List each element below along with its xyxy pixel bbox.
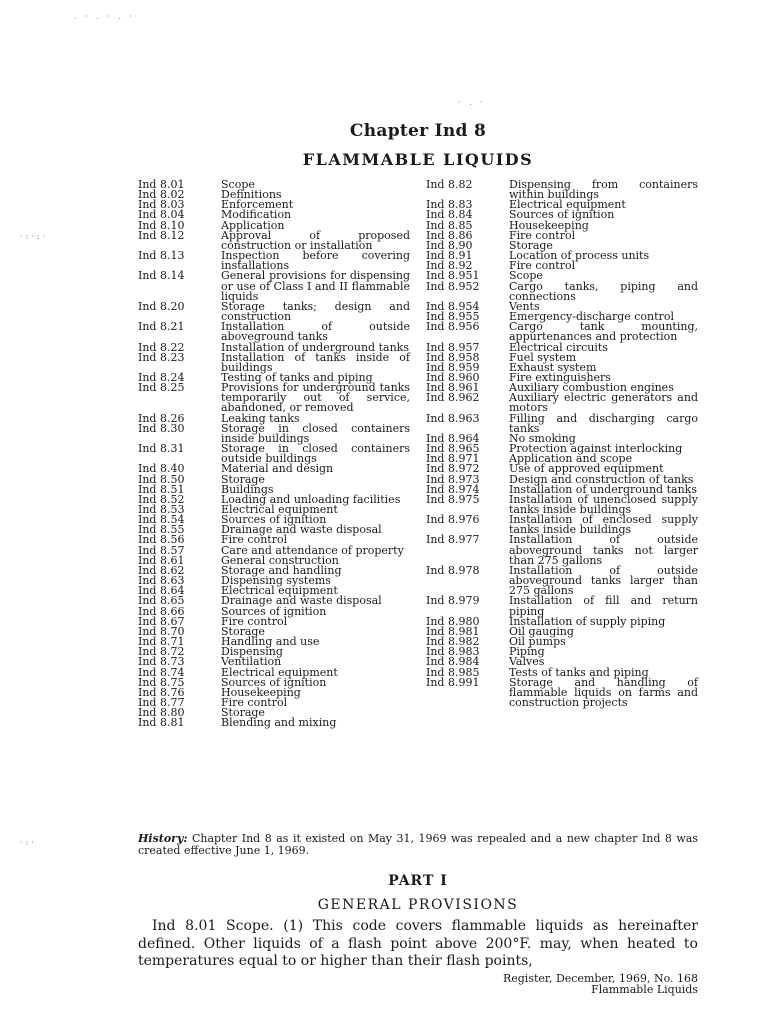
toc-entry-number: Ind 8.14	[138, 269, 185, 283]
toc-entry-number: Ind 8.985	[426, 665, 480, 679]
toc-entry-title: Fire control	[509, 228, 576, 242]
toc-entry-number: Ind 8.57	[138, 543, 185, 557]
toc-entry-number: Ind 8.991	[426, 675, 480, 689]
toc-entry-number: Ind 8.984	[426, 655, 480, 669]
toc-entry-number: Ind 8.962	[426, 391, 480, 405]
toc-entry	[426, 322, 698, 342]
toc-entry-title: Sources of ignition	[221, 513, 327, 527]
toc-entry-title: Storage in closed containers outside buildings	[221, 442, 410, 466]
toc-entry-number: Ind 8.25	[138, 381, 185, 395]
toc-entry-title: Installation of tanks inside of buildings	[221, 350, 410, 374]
toc-entry-number: Ind 8.92	[426, 259, 473, 273]
page-footer	[503, 973, 698, 995]
toc-entry-number: Ind 8.65	[138, 594, 185, 608]
toc-entry-title: Electrical circuits	[509, 340, 608, 354]
toc-entry-title: Enforcement	[221, 198, 294, 212]
toc-entry	[426, 515, 698, 535]
toc-entry-number: Ind 8.75	[138, 675, 185, 689]
toc-entry-title: Dispensing	[221, 645, 283, 659]
toc-entry-title: Leaking tanks	[221, 411, 300, 425]
toc-entry-title: General construction	[221, 553, 339, 567]
toc-entry-title: Use of approved equipment	[509, 462, 664, 476]
toc-entry-number: Ind 8.961	[426, 381, 480, 395]
toc-entry-number: Ind 8.63	[138, 574, 185, 588]
toc-entry-title: Sources of ignition	[509, 208, 615, 222]
history-text: Chapter Ind 8 as it existed on May 31, 1969 was repealed and a new chapter Ind 8 was created effective June 1, 1969.	[138, 832, 699, 857]
toc-entry-title: Fire control	[221, 533, 288, 547]
toc-entry-number: Ind 8.10	[138, 218, 185, 232]
toc-entry-number: Ind 8.20	[138, 299, 185, 313]
toc-entry-title: Storage	[221, 472, 265, 486]
toc-entry-number: Ind 8.01	[138, 178, 185, 191]
toc-entry-number: Ind 8.66	[138, 604, 185, 618]
toc-entry-number: Ind 8.952	[426, 279, 480, 293]
toc-entry	[138, 444, 410, 464]
toc-entry-title: Testing of tanks and piping	[221, 370, 373, 384]
toc-entry-title: Installation of outside aboveground tanks	[221, 320, 410, 344]
toc-entry-number: Ind 8.73	[138, 655, 185, 669]
toc-entry-number: Ind 8.973	[426, 472, 480, 486]
toc-entry-title: Inspection before covering installations	[221, 249, 410, 273]
toc-entry-number: Ind 8.62	[138, 563, 185, 577]
toc-entry-number: Ind 8.977	[426, 533, 480, 547]
toc-entry-title: Material and design	[221, 462, 334, 476]
history-label: History:	[138, 832, 188, 845]
toc-entry-title: Care and attendance of property	[221, 543, 404, 557]
toc-entry-number: Ind 8.81	[138, 716, 185, 730]
toc-entry	[426, 279, 698, 303]
toc-entry-number: Ind 8.80	[138, 706, 185, 720]
toc-entry	[138, 718, 410, 728]
toc-entry-title: Drainage and waste disposal	[221, 523, 382, 537]
footer-title: Flammable Liquids	[591, 983, 698, 996]
toc-entry-number: Ind 8.30	[138, 421, 185, 435]
toc-entry-number: Ind 8.957	[426, 340, 480, 354]
toc-right-column	[426, 180, 698, 708]
toc-entry-number: Ind 8.52	[138, 492, 185, 506]
toc-entry	[426, 393, 698, 413]
toc-entry-number: Ind 8.978	[426, 563, 480, 577]
toc-entry-title: Dispensing from containers within buildings	[509, 178, 698, 202]
toc-entry-title: Approval of proposed construction or installation	[221, 228, 410, 252]
toc-entry-number: Ind 8.23	[138, 350, 185, 364]
toc-entry-number: Ind 8.971	[426, 452, 480, 466]
toc-entry-number: Ind 8.21	[138, 320, 185, 334]
toc-entry-title: Ventilation	[221, 655, 282, 669]
chapter-heading: Chapter Ind 8	[349, 121, 487, 141]
toc-entry-number: Ind 8.72	[138, 645, 185, 659]
toc-entry-number: Ind 8.82	[426, 178, 473, 191]
part-heading: PART I	[388, 873, 448, 889]
toc-entry-number: Ind 8.26	[138, 411, 185, 425]
toc-entry-title: Storage and handling	[221, 563, 342, 577]
toc-entry	[138, 322, 410, 342]
toc-entry-title: Fuel system	[509, 350, 577, 364]
toc-entry-title: Installation of fill and return piping	[509, 594, 698, 618]
toc-entry-number: Ind 8.981	[426, 624, 480, 638]
toc-entry-number: Ind 8.64	[138, 584, 185, 598]
toc-entry	[138, 299, 410, 324]
toc-entry-title: Electrical equipment	[221, 584, 338, 598]
toc-entry-title: Installation of enclosed supply tanks inside buildings	[509, 513, 698, 537]
toc-entry-number: Ind 8.951	[426, 269, 480, 283]
toc-entry-number: Ind 8.54	[138, 513, 185, 527]
toc-entry-title: Scope	[509, 269, 543, 283]
toc-entry-number: Ind 8.90	[426, 238, 473, 252]
toc-entry-title: Electrical equipment	[509, 198, 626, 212]
scan-speckle: ·:·	[20, 838, 37, 847]
scan-speckle: · . ·	[458, 98, 486, 107]
toc-entry-number: Ind 8.963	[426, 411, 480, 425]
toc-entry-number: Ind 8.965	[426, 442, 480, 456]
toc-entry-number: Ind 8.53	[138, 503, 185, 516]
toc-entry-number: Ind 8.50	[138, 472, 185, 486]
toc-entry-title: Fire control	[221, 614, 288, 628]
scan-speckle: . · . · . ·	[74, 12, 135, 21]
toc-entry-title: Auxiliary combustion engines	[509, 381, 674, 395]
toc-entry-title: Fire extinguishers	[509, 370, 611, 384]
section-heading: GENERAL PROVISIONS	[317, 897, 519, 913]
toc-entry-number: Ind 8.13	[138, 249, 185, 263]
toc-entry-number: Ind 8.86	[426, 228, 473, 242]
chapter-subject: FLAMMABLE LIQUIDS	[302, 150, 534, 169]
toc-entry-title: Loading and unloading facilities	[221, 492, 401, 506]
toc-entry-title: Filling and discharging cargo tanks	[509, 411, 698, 435]
toc-entry-title: Cargo tank mounting, appurtenances and protection	[509, 320, 698, 344]
toc-entry-number: Ind 8.12	[138, 228, 185, 242]
toc-entry-title: General provisions for dispensing or use of Class I and II flammable liquids	[221, 269, 410, 303]
toc-entry-number: Ind 8.956	[426, 320, 480, 334]
toc-entry-number: Ind 8.83	[426, 198, 473, 212]
toc-entry-title: Sources of ignition	[221, 604, 327, 618]
toc-entry-title: Tests of tanks and piping	[509, 665, 649, 679]
toc-entry-number: Ind 8.982	[426, 635, 480, 649]
toc-entry-title: Protection against interlocking	[509, 442, 683, 456]
toc-entry-title: Definitions	[221, 188, 282, 202]
toc-entry-number: Ind 8.958	[426, 350, 480, 364]
toc-entry-number: Ind 8.84	[426, 208, 473, 222]
toc-entry-title: Application	[221, 218, 285, 232]
toc-entry-title: Installation of supply piping	[509, 614, 666, 628]
toc-entry-number: Ind 8.03	[138, 198, 185, 212]
toc-entry	[426, 492, 698, 516]
toc-entry-number: Ind 8.67	[138, 614, 185, 628]
toc-entry-title: Provisions for underground tanks temporarily out of service, abandoned, or removed	[221, 381, 410, 415]
toc-entry-title: Emergency-discharge control	[509, 310, 674, 324]
toc-entry-title: Fire control	[509, 259, 576, 273]
history-note	[138, 833, 698, 857]
toc-entry-number: Ind 8.972	[426, 462, 480, 476]
toc-entry-number: Ind 8.974	[426, 482, 480, 496]
toc-entry-title: Installation of underground tanks	[221, 340, 409, 354]
toc-entry-number: Ind 8.975	[426, 492, 480, 506]
toc-entry	[138, 251, 410, 271]
toc-entry-number: Ind 8.74	[138, 665, 185, 679]
toc-entry-title: Installation of outside aboveground tanks larger than 275 gallons	[509, 563, 698, 598]
toc-entry	[426, 411, 698, 435]
toc-entry-title: Housekeeping	[221, 685, 301, 699]
toc-entry-number: Ind 8.955	[426, 310, 480, 324]
toc-entry	[426, 563, 698, 598]
body-text: (1) This code covers flammable liquids as hereinafter defined. Other liquids of a flash point above 200°F. may, when heated to temperatures equal to or higher than their flash points,	[138, 918, 699, 969]
toc-entry-number: Ind 8.980	[426, 614, 480, 628]
toc-entry-number: Ind 8.70	[138, 624, 185, 638]
toc-entry-title: Storage in closed containers inside buildings	[221, 421, 410, 445]
toc-entry-title: Sources of ignition	[221, 675, 327, 689]
toc-entry	[138, 350, 410, 374]
toc-entry-number: Ind 8.960	[426, 370, 480, 384]
toc-entry-title: Buildings	[221, 482, 274, 496]
toc-entry-number: Ind 8.85	[426, 218, 473, 232]
toc-entry-title: Scope	[221, 178, 255, 191]
toc-entry	[138, 228, 410, 252]
toc-entry-number: Ind 8.964	[426, 431, 480, 445]
toc-entry-number: Ind 8.04	[138, 208, 185, 222]
toc-entry	[138, 271, 410, 301]
toc-entry-title: Storage	[221, 624, 265, 638]
toc-entry-number: Ind 8.56	[138, 533, 185, 547]
toc-entry-number: Ind 8.24	[138, 370, 185, 384]
toc-left-column	[138, 180, 410, 728]
toc-entry-number: Ind 8.51	[138, 482, 185, 496]
toc-entry-title: Exhaust system	[509, 360, 597, 374]
toc-entry-title: Fire control	[221, 695, 288, 709]
toc-entry-title: Cargo tanks, piping and connections	[509, 279, 698, 303]
toc-entry-number: Ind 8.983	[426, 645, 480, 659]
toc-entry	[426, 180, 698, 200]
toc-entry-title: Electrical equipment	[221, 503, 338, 516]
toc-entry-number: Ind 8.77	[138, 695, 185, 709]
toc-entry-title: Handling and use	[221, 635, 320, 649]
toc-entry-title: Application and scope	[509, 452, 633, 466]
toc-entry	[426, 535, 698, 565]
toc-entry-number: Ind 8.76	[138, 685, 185, 699]
toc-entry-title: Storage and handling of flammable liquids on farms and construction projects	[509, 675, 698, 709]
toc-entry-number: Ind 8.55	[138, 523, 185, 537]
footer-register: Register, December, 1969, No. 168	[502, 972, 698, 985]
toc-entry	[138, 421, 410, 445]
toc-entry	[426, 596, 698, 616]
toc-entry-number: Ind 8.02	[138, 188, 185, 202]
toc-entry-number: Ind 8.22	[138, 340, 185, 354]
toc-entry-title: Installation of outside aboveground tanks not larger than 275 gallons	[509, 533, 698, 567]
toc-entry-number: Ind 8.959	[426, 360, 480, 374]
toc-entry-number: Ind 8.31	[138, 442, 185, 456]
toc-entry-title: Blending and mixing	[221, 716, 337, 730]
body-paragraph	[138, 918, 698, 971]
toc-entry-number: Ind 8.954	[426, 299, 480, 313]
toc-entry-title: Installation of unenclosed supply tanks inside buildings	[509, 492, 698, 516]
toc-entry-title: Storage tanks; design and construction	[221, 299, 410, 324]
toc-entry	[426, 675, 698, 709]
toc-entry-number: Ind 8.61	[138, 553, 185, 567]
toc-entry-title: Valves	[509, 655, 545, 669]
toc-entry-title: Electrical equipment	[221, 665, 338, 679]
toc-entry-title: Oil pumps	[509, 635, 566, 649]
toc-entry-number: Ind 8.91	[426, 249, 473, 263]
toc-entry-title: Installation of underground tanks	[509, 482, 697, 496]
toc-entry-title: Storage	[221, 706, 265, 720]
toc-entry-title: Location of process units	[509, 249, 650, 263]
body-section-label: Ind 8.01 Scope.	[152, 918, 274, 934]
toc-entry-number: Ind 8.979	[426, 594, 480, 608]
toc-entry-title: Modification	[221, 208, 292, 222]
toc-entry-title: Housekeeping	[509, 218, 589, 232]
toc-entry-title: Design and construction of tanks	[509, 472, 694, 486]
toc-entry-title: Vents	[509, 299, 540, 313]
toc-entry-title: Auxiliary electric generators and motors	[509, 391, 698, 415]
toc-entry-title: Piping	[509, 645, 545, 659]
toc-entry-title: Storage	[509, 238, 553, 252]
scan-speckle: ·:·:·	[20, 232, 49, 241]
toc-entry-title: Drainage and waste disposal	[221, 594, 382, 608]
toc-entry-number: Ind 8.976	[426, 513, 480, 527]
toc-entry	[138, 383, 410, 413]
toc-entry-title: Dispensing systems	[221, 574, 331, 588]
toc-entry-number: Ind 8.71	[138, 635, 185, 649]
toc-entry-title: Oil gauging	[509, 624, 574, 638]
toc-entry-number: Ind 8.40	[138, 462, 185, 476]
toc-entry-title: No smoking	[509, 431, 576, 445]
